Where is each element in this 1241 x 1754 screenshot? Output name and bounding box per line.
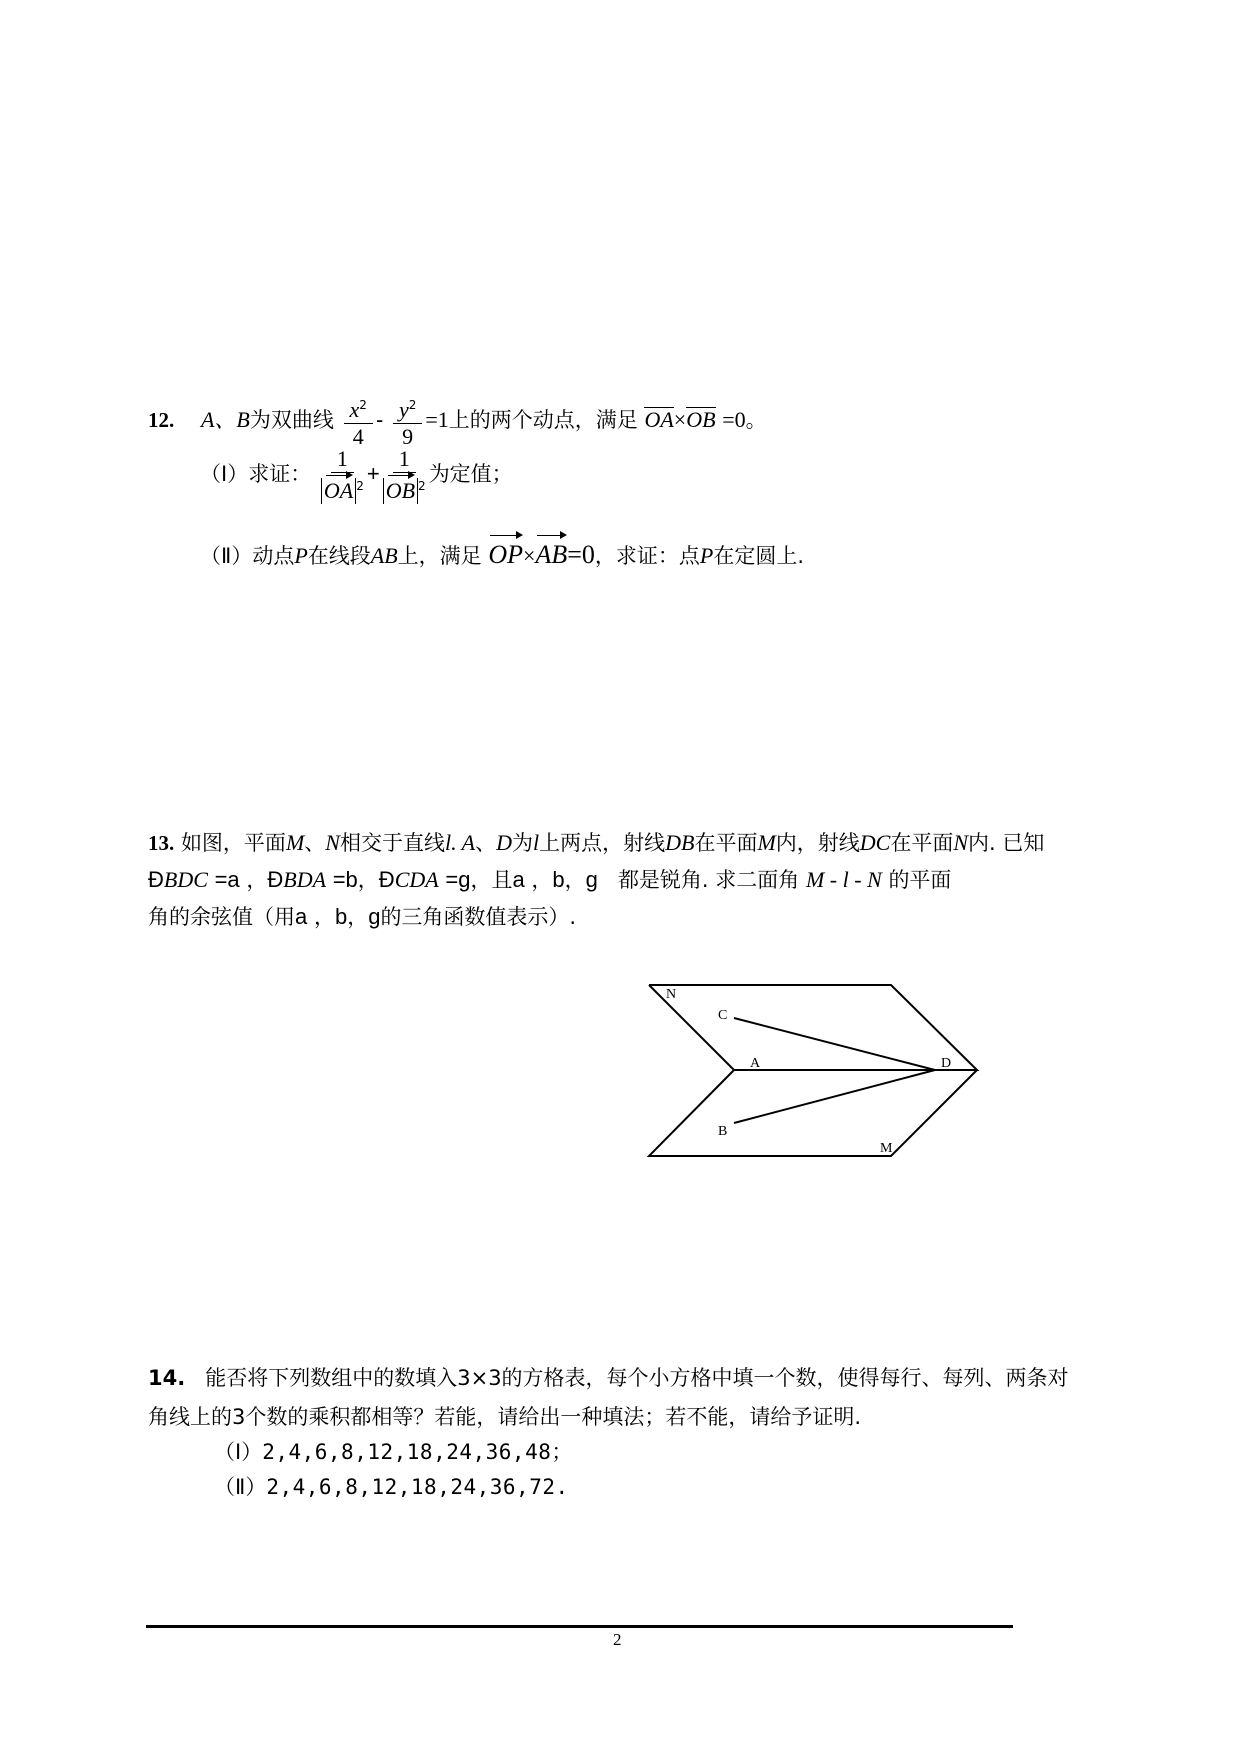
angle-bdc: BDC	[163, 867, 208, 892]
text: 角的余弦值（用	[148, 905, 295, 929]
plane-n: N	[325, 830, 340, 855]
alpha: a	[295, 904, 308, 929]
label-a: A	[750, 1056, 761, 1071]
numerator: x	[349, 397, 360, 422]
part-text: 动点	[252, 544, 295, 568]
dihedral-angle: M - l - N	[805, 867, 882, 892]
exponent: 2	[418, 479, 426, 493]
text: 内. 已知	[968, 831, 1045, 855]
vector-oa: OA	[323, 478, 354, 503]
angle-symbol: Ð	[267, 867, 284, 892]
condition-rhs: =0	[567, 540, 595, 569]
line-l: l	[533, 830, 540, 855]
text: 内，射线	[775, 831, 860, 855]
vector-ob: OB	[385, 478, 416, 503]
numerator: 1	[331, 446, 354, 473]
ray-db	[734, 1070, 935, 1123]
label-m: M	[880, 1141, 893, 1156]
exponent: 2	[356, 479, 364, 493]
stem-text: 为双曲线	[249, 408, 334, 432]
beta: b	[334, 904, 348, 929]
equals-gamma: =g	[445, 867, 471, 892]
part-text: 在线段	[307, 544, 371, 568]
plus-sign: +	[366, 461, 380, 486]
text: 、	[304, 831, 326, 855]
separator: ，	[564, 868, 586, 892]
line-l: l. A	[444, 830, 476, 855]
point-p: P	[699, 543, 714, 568]
part-text: 在定圆上.	[713, 544, 805, 568]
problem-number: 12.	[148, 408, 175, 432]
text: 的平面	[888, 868, 952, 892]
numerator: 1	[393, 446, 416, 473]
page-number: 2	[613, 1630, 622, 1649]
text: 都是锐角. 求二面角	[617, 868, 800, 892]
point-p: P	[294, 543, 308, 568]
alpha: a	[512, 867, 525, 892]
gamma: g	[585, 867, 598, 892]
equation-rhs: =1	[425, 407, 449, 432]
separator: ，	[357, 868, 379, 892]
problem-14-part-2	[214, 1473, 569, 1501]
part-label: （Ⅰ）	[214, 1440, 263, 1464]
separator: ，	[531, 868, 553, 892]
vector-ab: AB	[535, 538, 567, 572]
text: 为	[512, 831, 533, 855]
condition-rhs: =0	[722, 407, 746, 432]
plane-m-outline	[649, 1070, 977, 1156]
exponent: 2	[408, 398, 417, 412]
ray-dc: DC	[859, 830, 891, 855]
separator: ，	[313, 905, 335, 929]
part-text: 上，满足	[397, 544, 482, 568]
footer-rule	[146, 1625, 1013, 1628]
angle-symbol: Ð	[378, 867, 395, 892]
beta: b	[552, 867, 565, 892]
problem-14-line-2	[148, 1403, 861, 1431]
label-n: N	[666, 987, 677, 1002]
number-list: 2,4,6,8,12,18,24,36,72.	[266, 1475, 569, 1499]
equals-alpha: =a	[214, 867, 240, 892]
number-list: 2,4,6,8,12,18,24,36,48；	[262, 1440, 573, 1464]
text: 能否将下列数组中的数填入3×3的方格表，每个小方格中填一个数，使得每行、每列、两条对	[205, 1366, 1069, 1390]
plane-n: N	[953, 830, 969, 855]
label-c: C	[718, 1008, 728, 1023]
text: 在平面	[890, 831, 954, 855]
vector-op: OP	[488, 538, 523, 572]
label-d: D	[941, 1056, 952, 1071]
points-label: A、B	[200, 407, 250, 432]
problem-14-part-1	[214, 1438, 573, 1466]
point-d: D	[496, 830, 512, 855]
ray-db: DB	[665, 830, 695, 855]
separator: ，	[246, 868, 268, 892]
denominator: 4	[352, 424, 364, 449]
dot-operator: ×	[673, 407, 687, 432]
numerator: y	[398, 397, 409, 422]
gamma: g	[368, 904, 381, 929]
separator: ，	[347, 905, 369, 929]
text: 相交于直线	[339, 831, 445, 855]
text: 在平面	[694, 831, 758, 855]
equals-beta: =b	[332, 867, 358, 892]
denominator: 9	[402, 424, 414, 449]
angle-symbol: Ð	[148, 867, 164, 892]
angle-cda: CDA	[394, 867, 439, 892]
stem-text: 上的两个动点，满足	[448, 408, 638, 432]
problem-number: 14.	[148, 1366, 186, 1390]
text: 如图，平面	[180, 831, 286, 855]
part-text: 求证：	[248, 462, 312, 486]
minus-sign: -	[375, 407, 384, 432]
text: 上两点，射线	[539, 831, 666, 855]
part-text: 为定值；	[428, 462, 513, 486]
problem-14-line-1	[148, 1364, 1069, 1392]
vector-oa: OA	[644, 407, 674, 432]
exponent: 2	[359, 398, 367, 412]
plane-n-outline	[649, 985, 977, 1070]
part-text: ，求证：点	[594, 544, 700, 568]
text: 的三角函数值表示）.	[380, 905, 577, 929]
ray-dc	[734, 1018, 935, 1070]
part-label: （Ⅰ）	[200, 462, 249, 486]
text: 角线上的3个数的乘积都相等？若能，请给出一种填法；若不能，请给予证明.	[148, 1405, 862, 1429]
problem-number: 13.	[148, 831, 175, 855]
label-b: B	[718, 1124, 728, 1139]
angle-bda: BDA	[283, 867, 327, 892]
dot-operator: ×	[523, 543, 536, 568]
plane-m: M	[757, 830, 776, 855]
period: 。	[745, 408, 767, 432]
part-label: （Ⅱ）	[214, 1475, 267, 1499]
plane-m: M	[285, 830, 305, 855]
text: ，且	[470, 868, 513, 892]
vector-ob: OB	[686, 407, 716, 432]
text: 、	[475, 831, 497, 855]
segment-ab: AB	[370, 543, 398, 568]
part-label: （Ⅱ）	[200, 544, 253, 568]
